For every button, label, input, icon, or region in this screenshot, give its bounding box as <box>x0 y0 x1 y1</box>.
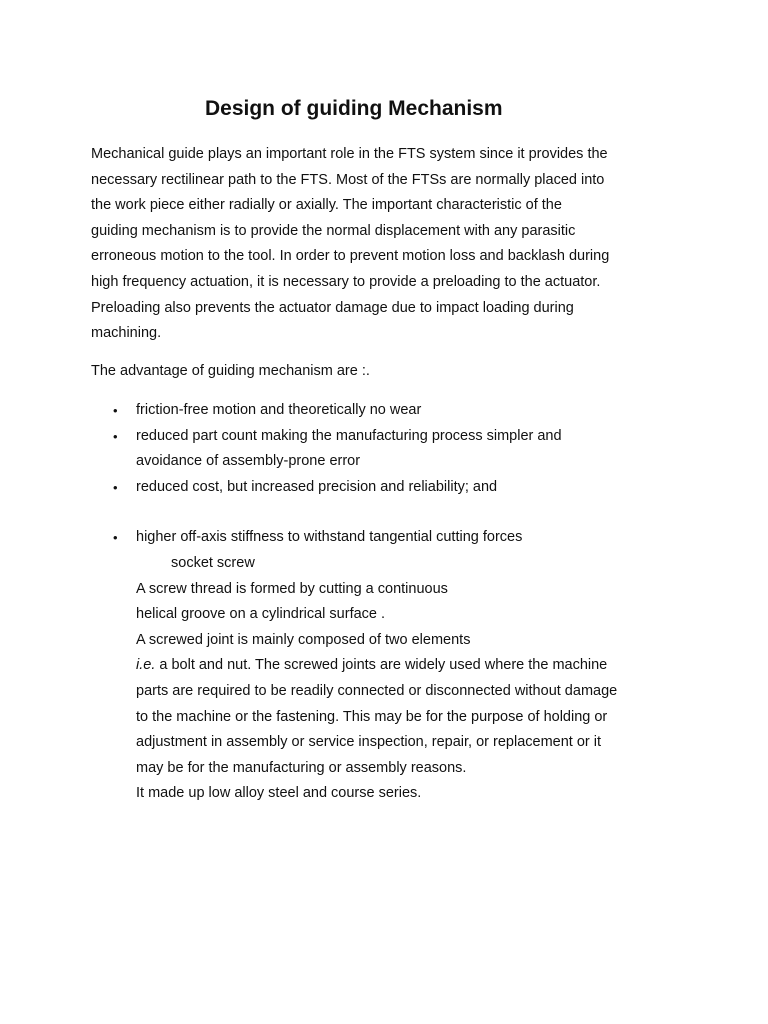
list-item-text: reduced part count making the manufacturing process simpler and <box>136 427 562 444</box>
list-item <box>91 475 711 501</box>
socket-screw-label: socket screw <box>171 555 255 571</box>
paragraph-line <box>136 653 736 679</box>
paragraph-line: parts are required to be readily connected or disconnected without damage <box>136 682 618 699</box>
paragraph-line: adjustment in assembly or service inspection, repair, or replacement or it <box>136 734 602 751</box>
paragraph-line: Mechanical guide plays an important role in the FTS system since it provides the <box>91 146 608 162</box>
intro-paragraph <box>91 142 711 347</box>
bullet-icon: • <box>113 428 118 444</box>
list-item-text: reduced cost, but increased precision and reliability; and <box>136 478 498 495</box>
paragraph-line: A screwed joint is mainly composed of two elements <box>136 631 471 648</box>
italic-ie: i.e. <box>136 657 156 674</box>
advantages-list <box>91 398 711 551</box>
paragraph-line: erroneous motion to the tool. In order to prevent motion loss and backlash during <box>91 248 610 265</box>
paragraph-line: necessary rectilinear path to the FTS. Most of the FTSs are normally placed into <box>91 171 605 188</box>
paragraph-line: high frequency actuation, it is necessary to provide a preloading to the actuator. <box>91 273 601 290</box>
page-title: Design of guiding Mechanism <box>205 97 503 120</box>
paragraph-line: guiding mechanism is to provide the normal displacement with any parasitic <box>91 222 576 239</box>
line-text: a bolt and nut. The screwed joints are widely used where the machine <box>155 657 608 674</box>
paragraph-line: Preloading also prevents the actuator damage due to impact loading during <box>91 299 574 316</box>
paragraph-line: may be for the manufacturing or assembly reasons. <box>136 759 467 776</box>
bullet-icon: • <box>113 403 118 418</box>
list-item <box>91 424 711 475</box>
bullet-icon: • <box>113 479 118 495</box>
list-item-text: avoidance of assembly-prone error <box>136 453 361 470</box>
paragraph-line: A screw thread is formed by cutting a continuous <box>136 580 448 597</box>
list-item <box>91 525 711 551</box>
bullet-icon: • <box>113 530 118 546</box>
paragraph-line: to the machine or the fastening. This may be for the purpose of holding or <box>136 708 608 725</box>
paragraph-line: It made up low alloy steel and course series. <box>136 785 422 802</box>
list-item-text: higher off-axis stiffness to withstand tangential cutting forces <box>136 529 523 546</box>
list-item <box>91 398 711 424</box>
screw-section <box>136 551 736 807</box>
paragraph-line: helical groove on a cylindrical surface . <box>136 606 386 623</box>
list-item-text: friction-free motion and theoretically no wear <box>136 402 422 418</box>
paragraph-line: the work piece either radially or axially. The important characteristic of the <box>91 197 562 214</box>
paragraph-line: machining. <box>91 325 162 342</box>
advantage-heading: The advantage of guiding mechanism are :. <box>91 363 370 379</box>
